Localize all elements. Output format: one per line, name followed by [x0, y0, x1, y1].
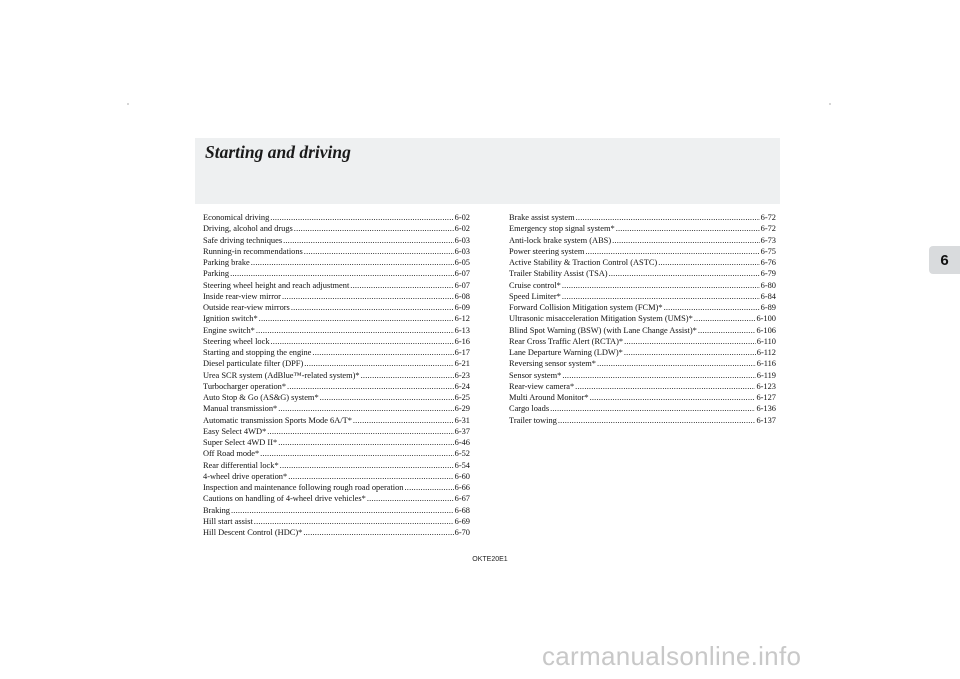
toc-entry-title: Multi Around Monitor* [509, 393, 589, 402]
toc-entry[interactable] [203, 291, 470, 302]
toc-entry-page: 6-89 [760, 303, 776, 312]
toc-entry[interactable] [203, 381, 470, 392]
toc-entry-page: 6-08 [454, 291, 470, 301]
toc-entry[interactable] [203, 403, 470, 414]
toc-entry-page: 6-12 [454, 314, 470, 324]
toc-entry-page: 6-31 [454, 415, 470, 425]
toc-entry[interactable] [509, 302, 776, 313]
chapter-tab[interactable]: 6 [929, 246, 960, 274]
toc-entry[interactable] [509, 347, 776, 358]
toc-entry-page: 6-116 [756, 359, 776, 369]
toc-entry-page: 6-25 [454, 393, 470, 402]
toc-entry-page: 6-72 [760, 224, 776, 234]
toc-entry[interactable] [203, 415, 470, 426]
toc-entry-title: Driving, alcohol and drugs [203, 224, 293, 234]
toc-entry-title: Sensor system* [509, 370, 562, 380]
toc-dot-leader [283, 235, 454, 246]
toc-entry-page: 6-123 [756, 381, 776, 391]
toc-dot-leader [575, 381, 755, 392]
toc-entry-page: 6-136 [756, 404, 776, 414]
toc-dot-leader [550, 403, 755, 414]
toc-dot-leader [291, 302, 454, 313]
toc-entry[interactable] [509, 403, 776, 414]
toc-entry-title: Diesel particulate filter (DPF) [203, 359, 304, 369]
toc-entry-title: Emergency stop signal system* [509, 224, 615, 234]
toc-entry-title: Engine switch* [203, 325, 255, 335]
toc-entry-title: Manual transmission* [203, 404, 278, 414]
corner-mark-left [127, 103, 129, 105]
toc-entry[interactable] [203, 212, 470, 223]
toc-entry[interactable] [203, 426, 470, 437]
toc-dot-leader [304, 358, 453, 369]
toc-entry-page: 6-106 [756, 325, 776, 335]
toc-entry-title: Inspection and maintenance following rough road operation [203, 483, 404, 492]
toc-entry[interactable] [203, 280, 470, 291]
toc-dot-leader [616, 223, 760, 234]
toc-entry[interactable] [509, 336, 776, 347]
toc-entry-title: Steering wheel height and reach adjustment [203, 280, 350, 290]
toc-entry-page: 6-100 [756, 314, 776, 324]
toc-entry-title: Economical driving [203, 213, 270, 222]
toc-dot-leader [256, 325, 454, 336]
toc-entry-title: Rear-view camera* [509, 381, 575, 391]
toc-entry-title: Blind Spot Warning (BSW) (with Lane Change Assist)* [509, 325, 697, 335]
toc-entry[interactable] [509, 358, 776, 369]
toc-dot-leader [404, 482, 453, 493]
toc-dot-leader [287, 381, 454, 392]
toc-entry-title: Steering wheel lock [203, 336, 270, 346]
toc-entry[interactable] [509, 381, 776, 392]
toc-right-column [509, 212, 776, 426]
toc-left-column [203, 212, 470, 538]
toc-entry-page: 6-67 [454, 494, 470, 504]
toc-entry-page: 6-76 [760, 258, 776, 267]
toc-entry[interactable] [203, 302, 470, 313]
toc-entry[interactable] [509, 415, 776, 426]
toc-entry-title: Automatic transmission Sports Mode 6A/T* [203, 415, 352, 425]
toc-entry-page: 6-137 [756, 415, 776, 425]
toc-entry-page: 6-46 [454, 438, 470, 447]
toc-entry-title: Parking brake [203, 258, 250, 267]
toc-dot-leader [271, 336, 454, 347]
toc-entry-title: Auto Stop & Go (AS&G) system* [203, 393, 319, 402]
toc-dot-leader [280, 460, 454, 471]
toc-dot-leader [558, 415, 756, 426]
toc-entry[interactable] [203, 358, 470, 369]
toc-dot-leader [609, 268, 760, 279]
toc-entry-page: 6-73 [760, 235, 776, 245]
toc-entry-page: 6-110 [756, 336, 776, 346]
toc-entry-title: Off Road mode* [203, 449, 260, 459]
toc-dot-leader [278, 437, 453, 448]
toc-entry-title: Rear Cross Traffic Alert (RCTA)* [509, 336, 624, 346]
toc-entry[interactable] [509, 246, 776, 257]
toc-dot-leader [230, 268, 454, 279]
toc-entry[interactable] [203, 448, 470, 459]
toc-dot-leader [624, 336, 756, 347]
toc-entry-title: Power steering system [509, 246, 585, 256]
toc-entry-page: 6-70 [454, 528, 470, 537]
toc-dot-leader [597, 358, 756, 369]
toc-entry-page: 6-03 [454, 235, 470, 245]
toc-entry-page: 6-66 [454, 483, 470, 492]
toc-entry-page: 6-112 [756, 348, 776, 357]
toc-entry[interactable] [509, 313, 776, 324]
toc-dot-leader [267, 426, 453, 437]
toc-dot-leader [562, 291, 760, 302]
toc-entry-page: 6-16 [454, 336, 470, 346]
toc-dot-leader [303, 527, 453, 538]
toc-dot-leader [231, 505, 454, 516]
toc-entry[interactable] [203, 505, 470, 516]
toc-entry-title: Brake assist system [509, 213, 575, 222]
toc-dot-leader [288, 471, 453, 482]
toc-entry-title: Speed Limiter* [509, 291, 561, 301]
toc-entry-page: 6-09 [454, 303, 470, 312]
toc-entry-page: 6-119 [756, 370, 776, 380]
toc-entry[interactable] [509, 291, 776, 302]
toc-entry[interactable] [509, 268, 776, 279]
toc-dot-leader [251, 257, 454, 268]
toc-dot-leader [278, 403, 453, 414]
toc-entry-title: Trailer towing [509, 415, 557, 425]
toc-entry-page: 6-23 [454, 370, 470, 380]
toc-dot-leader [294, 223, 454, 234]
toc-entry-page: 6-21 [454, 359, 470, 369]
toc-entry-title: Rear differential lock* [203, 460, 279, 470]
toc-entry[interactable] [203, 392, 470, 403]
toc-dot-leader [562, 280, 760, 291]
toc-entry[interactable] [203, 235, 470, 246]
toc-entry-title: Inside rear-view mirror [203, 291, 281, 301]
toc-entry-page: 6-05 [454, 258, 470, 267]
toc-dot-leader [367, 493, 454, 504]
toc-entry-title: Outside rear-view mirrors [203, 303, 290, 312]
section-title: Starting and driving [205, 142, 351, 162]
toc-entry[interactable] [203, 313, 470, 324]
toc-entry-page: 6-84 [760, 291, 776, 301]
toc-entry-page: 6-07 [454, 280, 470, 290]
toc-entry-title: Parking [203, 269, 230, 279]
toc-dot-leader [282, 291, 454, 302]
toc-entry[interactable] [509, 223, 776, 234]
toc-entry[interactable] [509, 235, 776, 246]
toc-entry[interactable] [203, 325, 470, 336]
toc-dot-leader [698, 325, 756, 336]
toc-entry[interactable] [203, 482, 470, 493]
toc-entry[interactable] [203, 347, 470, 358]
toc-entry[interactable] [203, 223, 470, 234]
toc-dot-leader [270, 212, 453, 223]
toc-entry-title: Safe driving techniques [203, 235, 283, 245]
toc-entry-page: 6-69 [454, 516, 470, 526]
toc-entry-title: 4-wheel drive operation* [203, 471, 288, 481]
toc-entry[interactable] [509, 212, 776, 223]
toc-dot-leader [576, 212, 760, 223]
toc-entry-page: 6-68 [454, 505, 470, 515]
toc-entry-page: 6-127 [756, 393, 776, 402]
toc-dot-leader [664, 302, 760, 313]
toc-entry-page: 6-72 [760, 213, 776, 222]
toc-entry[interactable] [203, 336, 470, 347]
toc-dot-leader [304, 246, 454, 257]
toc-entry-title: Turbocharger operation* [203, 381, 287, 391]
toc-dot-leader [562, 370, 755, 381]
toc-entry-title: Forward Collision Mitigation system (FCM)* [509, 303, 663, 312]
toc-dot-leader [658, 257, 759, 268]
toc-entry[interactable] [203, 370, 470, 381]
toc-entry-title: Cruise control* [509, 280, 561, 290]
toc-entry-page: 6-60 [454, 471, 470, 481]
toc-entry[interactable] [203, 471, 470, 482]
toc-entry-page: 6-75 [760, 246, 776, 256]
toc-entry[interactable] [203, 257, 470, 268]
toc-entry-page: 6-37 [454, 426, 470, 436]
toc-dot-leader [254, 516, 454, 527]
section-header [195, 138, 780, 204]
toc-entry-title: Hill Descent Control (HDC)* [203, 528, 303, 537]
toc-entry[interactable] [509, 325, 776, 336]
toc-dot-leader [612, 235, 760, 246]
toc-entry-title: Lane Departure Warning (LDW)* [509, 348, 623, 357]
toc-entry-title: Trailer Stability Assist (TSA) [509, 269, 608, 279]
toc-dot-leader [353, 415, 454, 426]
toc-entry-page: 6-52 [454, 449, 470, 459]
toc-entry[interactable] [203, 268, 470, 279]
toc-dot-leader [312, 347, 453, 358]
toc-entry-title: Anti-lock brake system (ABS) [509, 235, 612, 245]
toc-entry-title: Super Select 4WD II* [203, 438, 278, 447]
toc-entry-title: Starting and stopping the engine [203, 348, 312, 357]
toc-entry-page: 6-13 [454, 325, 470, 335]
toc-entry-page: 6-79 [760, 269, 776, 279]
toc-entry[interactable] [203, 516, 470, 527]
toc-dot-leader [259, 313, 454, 324]
toc-dot-leader [590, 392, 756, 403]
toc-dot-leader [624, 347, 756, 358]
toc-entry[interactable] [509, 370, 776, 381]
toc-entry[interactable] [203, 460, 470, 471]
toc-entry-page: 6-29 [454, 404, 470, 414]
toc-entry-page: 6-24 [454, 381, 470, 391]
toc-entry-title: Cautions on handling of 4-wheel drive vehicles* [203, 494, 366, 504]
toc-entry-title: Running-in recommendations [203, 246, 303, 256]
toc-dot-leader [260, 448, 454, 459]
toc-entry[interactable] [509, 280, 776, 291]
document-code: OKTE20E1 [472, 556, 508, 563]
corner-mark-right [829, 103, 831, 105]
toc-entry-title: Active Stability & Traction Control (ASTC) [509, 258, 658, 267]
toc-entry-page: 6-03 [454, 246, 470, 256]
toc-entry[interactable] [203, 246, 470, 257]
toc-dot-leader [585, 246, 759, 257]
toc-entry-page: 6-02 [454, 213, 470, 222]
toc-entry-title: Urea SCR system (AdBlue™-related system)* [203, 370, 360, 380]
watermark-logo: carmanualsonline.info [542, 641, 802, 671]
toc-entry-page: 6-02 [454, 224, 470, 234]
toc-entry-title: Easy Select 4WD* [203, 426, 267, 436]
toc-entry-title: Reversing sensor system* [509, 359, 596, 369]
toc-dot-leader [320, 392, 454, 403]
toc-dot-leader [350, 280, 453, 291]
toc-entry-page: 6-17 [454, 348, 470, 357]
toc-entry-title: Cargo loads [509, 404, 550, 414]
toc-dot-leader [361, 370, 454, 381]
toc-entry-title: Ultrasonic misacceleration Mitigation System (UMS)* [509, 314, 693, 324]
toc-entry-title: Hill start assist [203, 516, 253, 526]
toc-entry-page: 6-80 [760, 280, 776, 290]
toc-entry[interactable] [203, 437, 470, 448]
toc-entry[interactable] [509, 392, 776, 403]
toc-entry[interactable] [203, 493, 470, 504]
toc-entry-page: 6-54 [454, 460, 470, 470]
toc-entry-title: Ignition switch* [203, 314, 258, 324]
toc-dot-leader [694, 313, 756, 324]
toc-entry[interactable] [203, 527, 470, 538]
toc-entry-page: 6-07 [454, 269, 470, 279]
toc-entry-title: Braking [203, 505, 230, 515]
toc-entry[interactable] [509, 257, 776, 268]
